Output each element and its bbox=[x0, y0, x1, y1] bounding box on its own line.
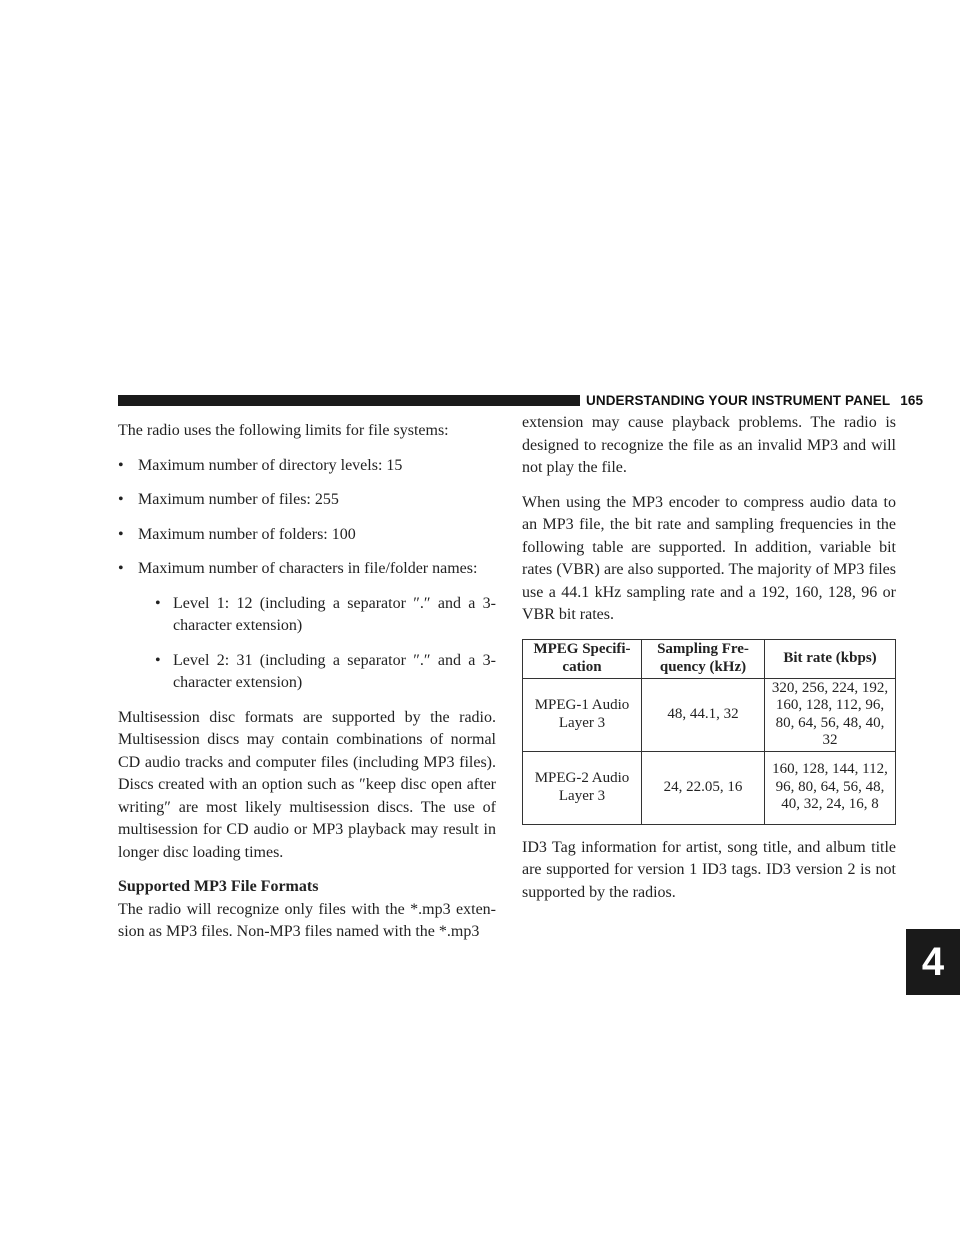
table-cell: 48, 44.1, 32 bbox=[642, 678, 765, 751]
multisession-paragraph: Multisession disc formats are supported by the radio. Multisession discs may contain combinations of normal CD audio tracks and computer files (including MP3 files). Discs created with an option such as ″keep disc open after writing″ are most likely multisession discs. The use of multisession for CD audio or MP3 playback may result in longer disc loading times. bbox=[118, 708, 496, 861]
table-cell: 320, 256, 224, 192, 160, 128, 112, 96, 80, 64, 56, 48, 40, 32 bbox=[765, 678, 896, 751]
section-title: UNDERSTANDING YOUR INSTRUMENT PANEL bbox=[586, 393, 891, 408]
list-item: • Maximum number of folders: 100 bbox=[118, 524, 496, 547]
page-number: 165 bbox=[900, 393, 924, 408]
table-cell: 160, 128, 144, 112, 96, 80, 64, 56, 48, 40, 32, 24, 16, 8 bbox=[765, 751, 896, 824]
left-column bbox=[118, 420, 496, 956]
continued-paragraph: extension may cause playback problems. The radio is designed to recognize the file as an invalid MP3 and will not play the file. bbox=[522, 414, 896, 476]
header-rule bbox=[118, 395, 580, 406]
column-header: Sampling Fre- quency (kHz) bbox=[642, 639, 765, 678]
table-row bbox=[523, 678, 896, 751]
table-cell: MPEG-2 Audio Layer 3 bbox=[523, 751, 642, 824]
list-item bbox=[118, 558, 496, 695]
formats-paragraph: The radio will recognize only files with the *.mp3 exten- sion as MP3 files. Non-MP3 files named with the *.mp3 bbox=[118, 900, 496, 940]
chapter-tab: 4 bbox=[906, 929, 960, 995]
column-header: Bit rate (kbps) bbox=[765, 639, 896, 678]
limits-intro: The radio uses the following limits for file systems: bbox=[118, 422, 449, 439]
id3-paragraph: ID3 Tag information for artist, song title, and album title are supported for version 1 ID3 tags. ID3 version 2 is not supported by the radios. bbox=[522, 838, 896, 901]
right-column bbox=[522, 412, 896, 916]
mp3-spec-table bbox=[522, 639, 896, 825]
list-item: • Maximum number of files: 255 bbox=[118, 489, 496, 512]
list-item: • Level 2: 31 (including a separator ″.″ and a 3-character extension) bbox=[155, 650, 496, 695]
table-cell: MPEG-1 Audio Layer 3 bbox=[523, 678, 642, 751]
table-cell: 24, 22.05, 16 bbox=[642, 751, 765, 824]
levels-list bbox=[138, 593, 496, 695]
encoder-paragraph: When using the MP3 encoder to compress audio data to an MP3 file, the bit rate and sampling frequencies in the following table are supported. In addition, variable bit rates (VBR) are also supported. The majority of MP3 files use a 44.1 kHz sampling rate and a 192, 160, 128, 96 or VBR bit rates. bbox=[522, 493, 896, 623]
list-item: • Level 1: 12 (including a separator ″.″ and a 3-character extension) bbox=[155, 593, 496, 638]
limits-list bbox=[118, 455, 496, 695]
formats-heading: Supported MP3 File Formats bbox=[118, 878, 319, 895]
table-row bbox=[523, 751, 896, 824]
column-header: MPEG Specifi- cation bbox=[523, 639, 642, 678]
running-header bbox=[586, 393, 923, 408]
list-item: • Maximum number of directory levels: 15 bbox=[118, 455, 496, 478]
table-header-row bbox=[523, 639, 896, 678]
list-item-label: Maximum number of characters in file/folder names: bbox=[138, 560, 478, 577]
